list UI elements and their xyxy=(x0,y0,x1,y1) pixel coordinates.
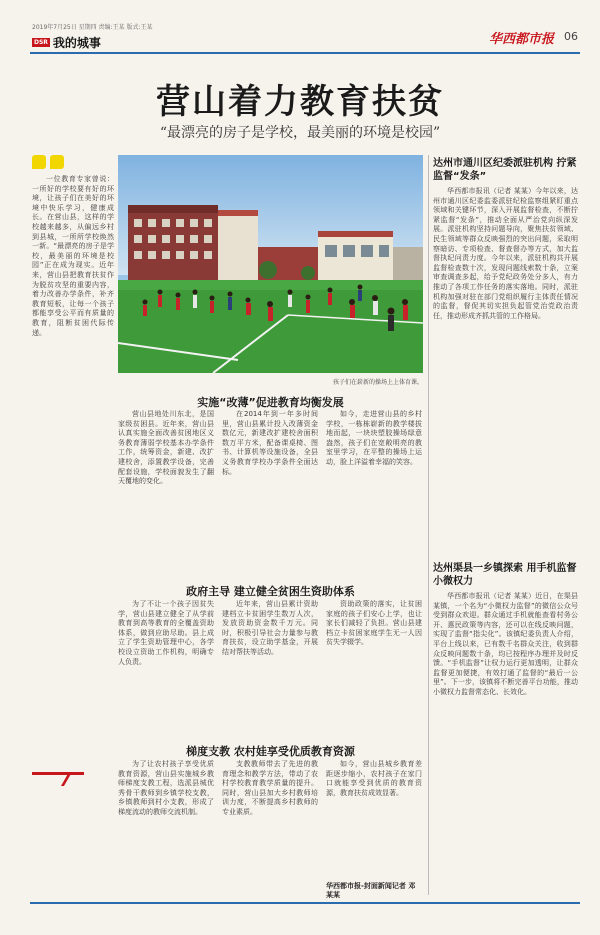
section-3-column-1 xyxy=(118,760,214,890)
section-heading-3: 梯度支教 农村娃享受优质教育资源 xyxy=(186,745,355,758)
section-2-column-3 xyxy=(326,600,422,736)
body-text: 华西都市报讯（记者 某某）近日，在渠县某镇，一个名为“小微权力监督”的微信公众号受到群众欢迎。群众通过手机就能查看村务公开、惠民政策等内容，还可以在线反映问题，实现了监督“指尖化”。该镇纪委负责人介绍，平台上线以来，已有数千名群众关注，收到群众反映问题数十条，均已按程序办理并及时反馈。“手机监督”让权力运行更加透明，让群众监督更加便捷，有效打通了监督的“最后一公里”。下一步，该镇将不断完善平台功能，推动小微权力监督常态化、长效化。 xyxy=(433,592,578,696)
body-text: 华西都市报讯（记者 某某）今年以来，达州市通川区纪委监委派驻纪检监察组紧盯重点领域和关键环节，深入开展监督检查，不断拧紧监督“发条”，推动全面从严治党向纵深发展。派驻机构坚持问题导向，聚焦扶贫领域、民生领域等群众反映强烈的突出问题，采取明察暗访、专项检查、督查督办等方式，加大监督执纪问责力度。今年以来，派驻机构共开展监督检查数十次，发现问题线索数十条，立案审查调查多起，给予党纪政务处分多人，有力推动了各项工作任务的落实落地。同时，派驻机构加强对驻在部门党组织履行主体责任情况的监督，督促其切实担负起管党治党政治责任，推动形成齐抓共管的工作格局。 xyxy=(433,187,578,320)
body-text: 如今，营山县城乡教育差距逐步缩小，农村孩子在家门口就能享受到优质的教育资源，教育扶贫成效显著。 xyxy=(326,760,422,797)
photo-caption: 孩子们在崭新的操场上上体育课。 xyxy=(332,379,423,386)
body-text: 如今，走进营山县的乡村学校，一栋栋崭新的教学楼拔地而起，一块块塑胶操场绿意盎然，孩子们在宽敞明亮的教室里学习，在平整的操场上运动，脸上洋溢着幸福的笑容。 xyxy=(326,410,422,466)
section-end-ornament xyxy=(32,766,84,788)
issue-meta: 2019年7月25日 星期四 责编:王某 版式:王某 xyxy=(32,24,153,31)
section-tag xyxy=(32,34,101,51)
section-2-column-1 xyxy=(118,600,214,736)
body-text: 支教教师带去了先进的教育理念和教学方法，带动了农村学校教育教学质量的提升。同时，营山县加大乡村教师培训力度，不断提高乡村教师的专业素质。 xyxy=(222,760,318,816)
body-text: 资助政策的落实，让贫困家庭的孩子们安心上学，也让家长们减轻了负担。营山县建档立卡贫困家庭学生无一人因贫失学辍学。 xyxy=(326,600,422,647)
lead-paragraph xyxy=(32,175,114,745)
sidebar-story-2-title: 达州渠县一乡镇探索 用手机监督小微权力 xyxy=(433,563,577,587)
sidebar-story-1-title: 达州市通川区纪委派驻机构 拧紧监督“发条” xyxy=(433,158,577,182)
subheadline: “最漂亮的房子是学校，最美丽的环境是校园” xyxy=(159,125,441,141)
bottom-divider xyxy=(30,902,580,904)
sidebar-story-1-body xyxy=(433,187,578,555)
section-title: 我的城事 xyxy=(52,36,101,50)
section-heading-2: 政府主导 建立健全贫困生资助体系 xyxy=(186,585,355,598)
section-tag-badge: DSR xyxy=(34,39,48,46)
quote-icon xyxy=(32,155,64,169)
body-text: 为了不让一个孩子因贫失学，营山县建立健全了从学前教育到高等教育的全覆盖资助体系，做到应助尽助。县上成立了学生资助管理中心，各学校设立资助工作机构，明确专人负责。 xyxy=(118,600,214,666)
section-heading-1: 实施“改薄”促进教育均衡发展 xyxy=(197,396,344,409)
section-1-column-1 xyxy=(118,410,214,576)
section-2-column-2 xyxy=(222,600,318,736)
lead-text: 一位教育专家曾说：一所好的学校要有好的环境，让孩子们在美好的环境中快乐学习，健康成长。在营山县，这样的学校越来越多，从偏远乡村到县城，一所所学校焕然一新。“最漂亮的房子是学校，最美丽的环境是校园”正在成为现实。近年来，营山县把教育扶贫作为脱贫攻坚的重要内容，着力改善办学条件，补齐教育短板，让每一个孩子都能享受公平而有质量的教育，阻断贫困代际传递。 xyxy=(32,175,114,337)
body-text: 在2014年到一年多时间里，营山县累计投入改薄资金数亿元，新建改扩建校舍面积数万平方米，配备课桌椅、图书、计算机等设施设备，全县义务教育学校办学条件全面达标。 xyxy=(222,410,318,476)
headline: 营山着力教育扶贫 xyxy=(156,82,444,122)
body-text: 为了让农村孩子享受优质教育资源，营山县实施城乡教师梯度支教工程，选派县城优秀骨干教师到乡镇学校支教，乡镇教师到村小支教，形成了梯度流动的教师交流机制。 xyxy=(118,760,214,816)
sidebar-story-2-body xyxy=(433,592,578,892)
column-divider xyxy=(428,155,429,895)
page-number: 06 xyxy=(564,30,578,43)
section-3-column-3 xyxy=(326,760,422,878)
article-byline: 华西都市报-封面新闻记者 邓某某 xyxy=(326,882,416,899)
school-playground-photo xyxy=(118,155,423,373)
section-3-column-2 xyxy=(222,760,318,890)
newspaper-brand-logo: 华西都市报 xyxy=(488,32,554,47)
body-text: 营山县地处川东北，是国家级贫困县。近年来，营山县认真实施全面改善贫困地区义务教育薄弱学校基本办学条件工作，统筹资金，新建、改扩建校舍，添置教学设备，完善配套设施，学校面貌发生了翻天覆地的变化。 xyxy=(118,410,214,486)
body-text: 近年来，营山县累计资助建档立卡贫困学生数万人次，发放资助资金数千万元。同时，积极引导社会力量参与教育扶贫，设立助学基金，开展结对帮扶等活动。 xyxy=(222,600,318,656)
section-1-column-3 xyxy=(326,410,422,576)
section-1-column-2 xyxy=(222,410,318,576)
top-divider xyxy=(30,52,580,54)
